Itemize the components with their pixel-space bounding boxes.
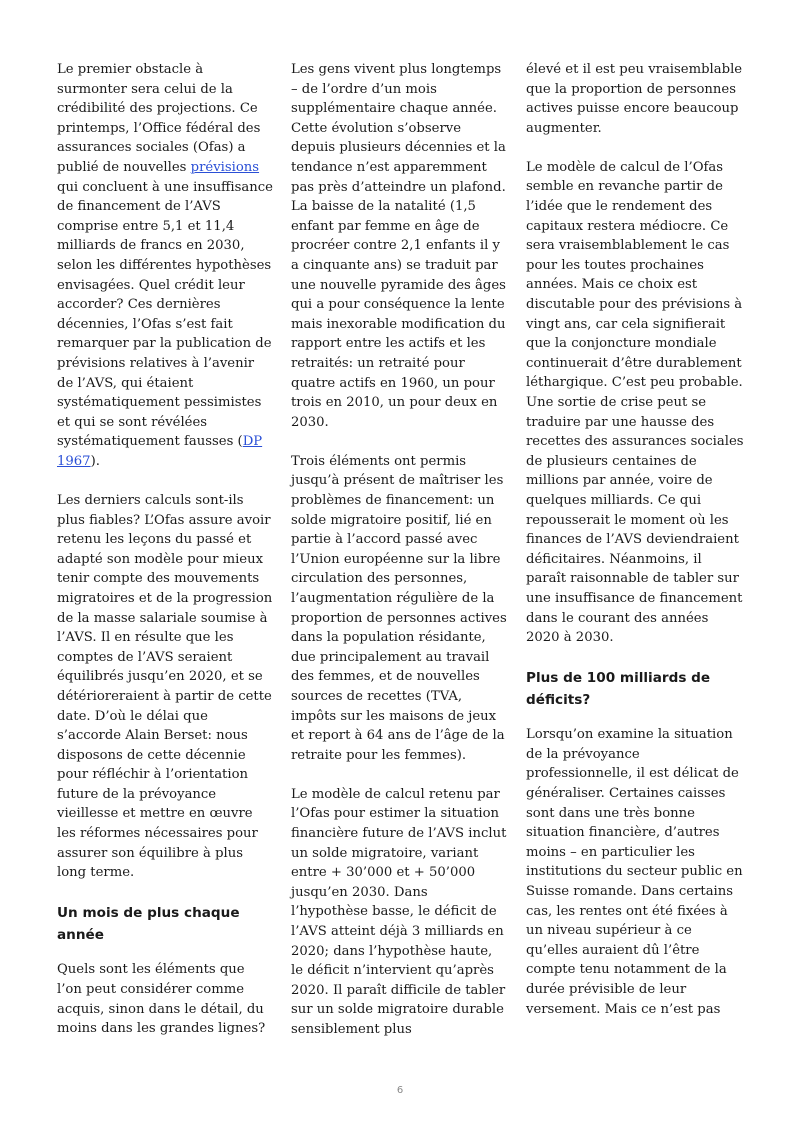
previsions-link[interactable]: prévisions (190, 159, 260, 175)
paragraph: Le premier obstacle à surmonter sera celui de la crédibilité des projections. Ce printemps, l’Office fédéral des assurances sociales (Ofas) a publié de nouvelles prévisions qui concluent à une insuffisance de financement de l’AVS comprise entre 5,1 et 11,4 milliards de francs en 2030, selon les différentes hypothèses envisagées. Quel crédit leur accorder? Ces dernières décennies, l’Ofas s’est fait remarquer par la publication de prévisions relatives à l’avenir de l’AVS, qui étaient systématiquement pessimistes et qui se sont révélées systématiquement fausses (DP 1967). (57, 62, 273, 469)
section-heading: Plus de 100 milliards de déficits? (526, 670, 711, 709)
paragraph: élevé et il est peu vraisemblable que la proportion de personnes actives puisse encore beaucoup augmenter. (526, 62, 743, 136)
page-number: 6 (396, 1085, 404, 1096)
column-1 (57, 60, 273, 1058)
paragraph: Quels sont les éléments que l’on peut considérer comme acquis, sinon dans le détail, du moins dans les grandes lignes? (57, 962, 266, 1037)
paragraph: Les derniers calculs sont-ils plus fiables? L’Ofas assure avoir retenu les leçons du passé et adapté son modèle pour mieux tenir compte des mouvements migratoires et de la progression de la masse salariale soumise à l’AVS. Il en résulte que les comptes de l’AVS seraient équilibrés jusqu’en 2020, et se détérioreraient à partir de cette date. D’où le délai que s’accorde Alain Berset: nous disposons de cette décennie pour réfléchir à l’orientation future de la prévoyance vieillesse et mettre en œuvre les réformes nécessaires pour assurer son équilibre à plus long terme. (57, 492, 273, 881)
section-heading: Un mois de plus chaque année (57, 905, 240, 944)
column-3 (526, 60, 744, 1039)
paragraph: Lorsqu’on examine la situation de la prévoyance professionnelle, il est délicat de généraliser. Certaines caisses sont dans une très bonne situation financière, d’autres moins – en particulier les institutions du secteur public en Suisse romande. Dans certains cas, les rentes ont été fixées à un niveau supérieur à ce qu’elles auraient dû l’être compte tenu notamment de la durée prévisible de leur versement. Mais ce n’est pas (526, 727, 743, 1017)
paragraph: Le modèle de calcul retenu par l’Ofas pour estimer la situation financière future de l’AVS inclut un solde migratoire, variant entre + 30’000 et + 50’000 jusqu’en 2030. Dans l’hypothèse basse, le déficit de l’AVS atteint déjà 3 milliards en 2020; dans l’hypothèse haute, le déficit n’intervient qu’après 2020. Il paraît difficile de tabler sur un solde migratoire durable sensiblement plus (291, 786, 507, 1037)
paragraph: Le modèle de calcul de l’Ofas semble en revanche partir de l’idée que le rendement des capitaux restera médiocre. Ce sera vraisemblablement le cas pour les toutes prochaines années. Mais ce choix est discutable pour des prévisions à vingt ans, car cela signifierait que la conjoncture mondiale continuerait d’être durablement léthargique. C’est peu probable. Une sortie de crise peut se traduire par une hausse des recettes des assurances sociales de plusieurs centaines de millions par année, voire de quelques milliards. Ce qui repousserait le moment où les finances de l’AVS deviendraient déficitaires. Néanmoins, il paraît raisonnable de tabler sur une insuffisance de financement dans le courant des années 2020 à 2030. (526, 159, 744, 646)
dp-1967-link[interactable]: DP 1967 (57, 434, 263, 469)
column-2 (291, 60, 508, 1059)
paragraph: Les gens vivent plus longtemps – de l’ordre d’un mois supplémentaire chaque année. Cette évolution s’observe depuis plusieurs décennies et la tendance n’est apparemment pas près d’atteindre un plafond. La baisse de la natalité (1,5 enfant par femme en âge de procréer contre 2,1 enfants il y a cinquante ans) se traduit par une nouvelle pyramide des âges qui a pour conséquence la lente mais inexorable modification du rapport entre les actifs et les retraités: un retraité pour quatre actifs en 1960, un pour trois en 2010, un pour deux en 2030. (291, 62, 506, 430)
paragraph: Trois éléments ont permis jusqu’à présent de maîtriser les problèmes de financement: un solde migratoire positif, lié en partie à l’accord passé avec l’Union européenne sur la libre circulation des personnes, l’augmentation régulière de la proportion de personnes actives dans la population résidante, due principalement au travail des femmes, et de nouvelles sources de recettes (TVA, impôts sur les maisons de jeux et report à 64 ans de l’âge de la retraite pour les femmes). (291, 453, 507, 763)
